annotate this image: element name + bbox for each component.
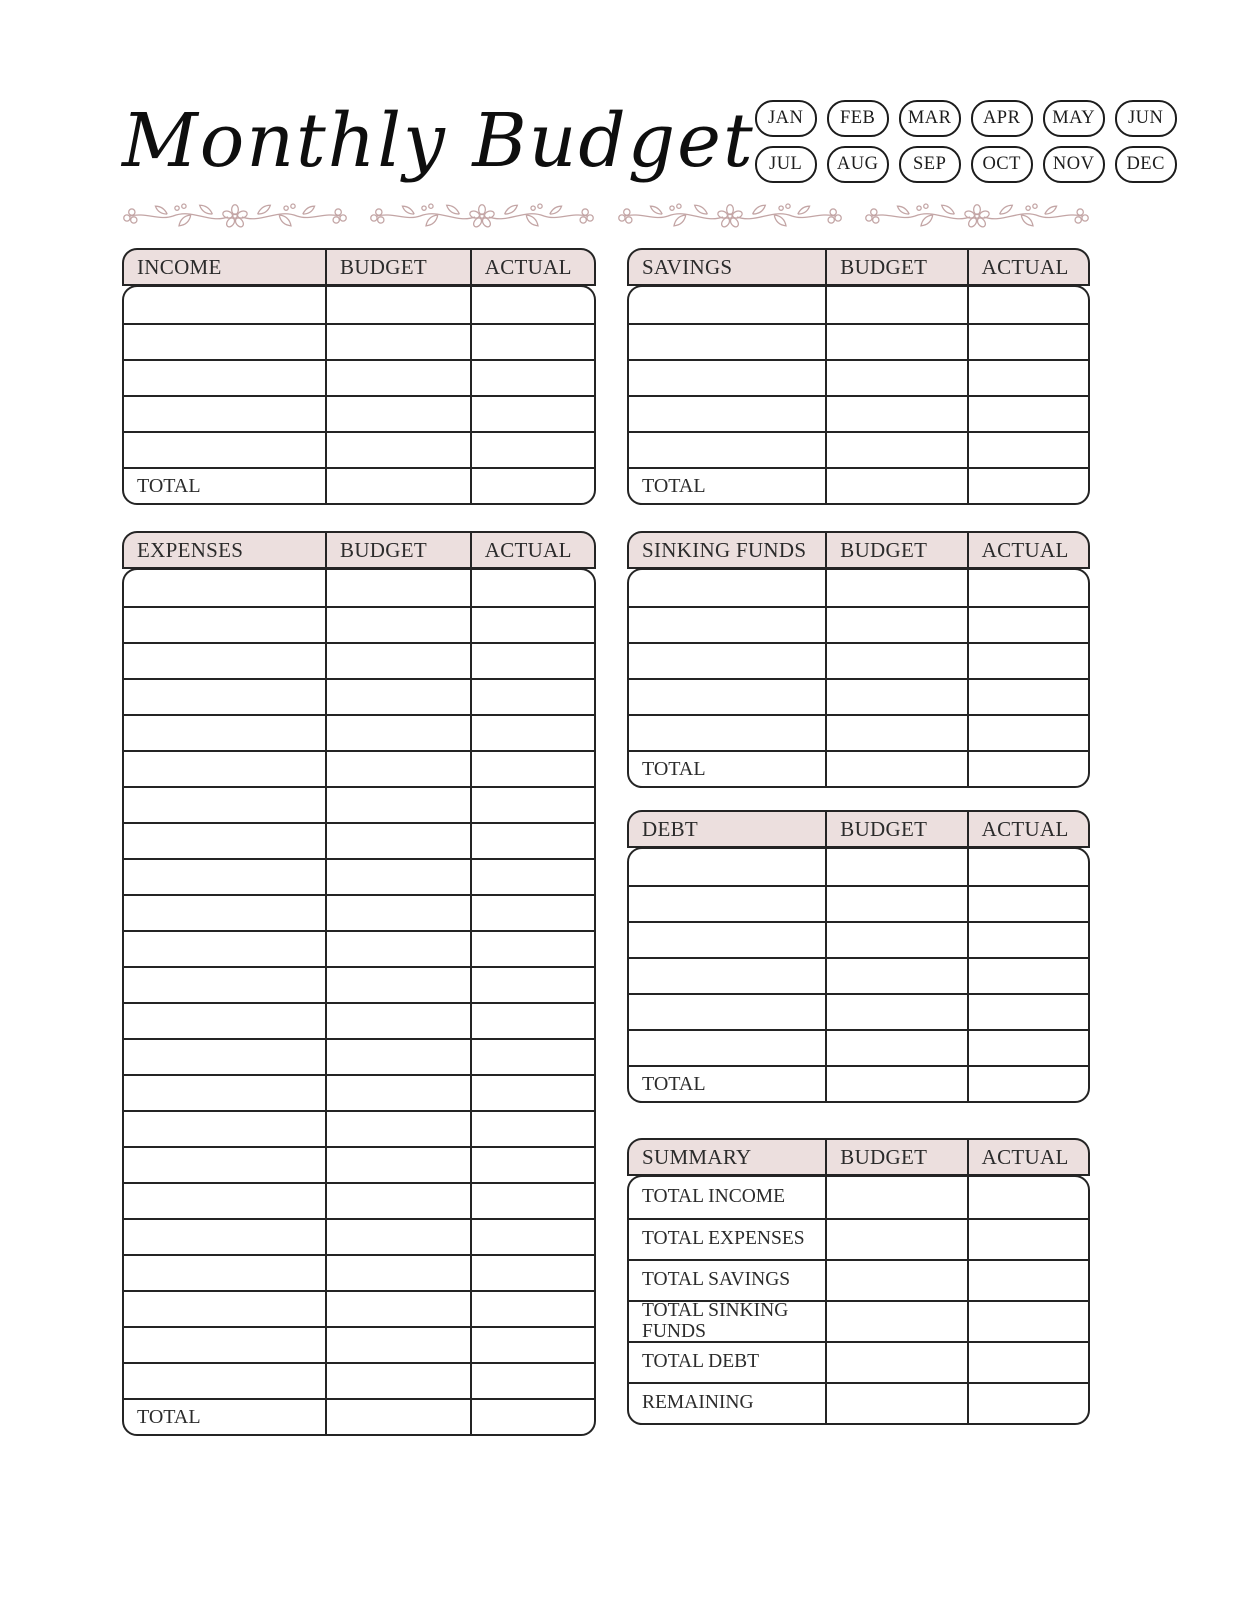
table-row <box>629 359 1088 395</box>
budget-input-cell[interactable] <box>327 1148 472 1182</box>
floral-sprig-icon <box>617 200 843 234</box>
budget-input-cell[interactable] <box>327 1040 472 1074</box>
actual-input-cell[interactable] <box>472 644 594 678</box>
table-row <box>629 849 1088 885</box>
table-row <box>124 1182 594 1218</box>
actual-column-header: ACTUAL <box>981 254 1069 279</box>
month-pill-feb[interactable]: FEB <box>827 100 889 137</box>
table-row <box>124 1038 594 1074</box>
name-input-cell[interactable] <box>124 1220 327 1254</box>
actual-column-header: ACTUAL <box>981 816 1069 841</box>
name-input-cell[interactable] <box>124 1112 327 1146</box>
table-row <box>629 1341 1088 1382</box>
budget-input-cell[interactable] <box>327 968 472 1002</box>
budget-input-cell[interactable] <box>827 1302 968 1341</box>
total-label-cell: TOTAL <box>629 752 827 786</box>
budget-total-input-cell[interactable] <box>827 752 968 786</box>
table-row <box>124 1110 594 1146</box>
name-input-cell[interactable] <box>124 1184 327 1218</box>
budget-input-cell[interactable] <box>827 325 968 359</box>
budget-total-input-cell[interactable] <box>327 1400 472 1434</box>
name-input-cell[interactable] <box>124 1292 327 1326</box>
actual-input-cell[interactable] <box>969 397 1088 431</box>
actual-column-header: ACTUAL <box>981 1144 1069 1169</box>
budget-input-cell[interactable] <box>827 995 968 1029</box>
floral-sprig-icon <box>369 200 595 234</box>
budget-input-cell[interactable] <box>827 1177 968 1218</box>
actual-input-cell[interactable] <box>472 397 594 431</box>
name-input-cell[interactable] <box>124 860 327 894</box>
budget-column-header: BUDGET <box>827 812 968 846</box>
table-row <box>629 1218 1088 1259</box>
budget-input-cell[interactable] <box>827 887 968 921</box>
name-input-cell[interactable] <box>124 788 327 822</box>
budget-input-cell[interactable] <box>327 570 472 606</box>
name-input-cell[interactable] <box>124 361 327 395</box>
budget-input-cell[interactable] <box>327 1292 472 1326</box>
name-input-cell[interactable] <box>124 1364 327 1398</box>
table-header-row <box>627 1138 1090 1176</box>
floral-sprig-icon <box>122 200 348 234</box>
budget-input-cell[interactable] <box>327 1256 472 1290</box>
table-body <box>122 568 596 1436</box>
budget-input-cell[interactable] <box>327 860 472 894</box>
table-body <box>627 847 1090 1103</box>
name-input-cell[interactable] <box>124 680 327 714</box>
budget-input-cell[interactable] <box>827 644 968 678</box>
row-label-cell: TOTAL DEBT <box>629 1343 827 1382</box>
budget-input-cell[interactable] <box>827 570 968 606</box>
budget-input-cell[interactable] <box>327 397 472 431</box>
budget-input-cell[interactable] <box>327 608 472 642</box>
month-pill-aug[interactable]: AUG <box>827 146 889 183</box>
budget-input-cell[interactable] <box>827 361 968 395</box>
actual-input-cell[interactable] <box>472 788 594 822</box>
table-body <box>627 568 1090 788</box>
name-input-cell[interactable] <box>629 923 827 957</box>
actual-input-cell[interactable] <box>969 325 1088 359</box>
actual-input-cell[interactable] <box>472 1004 594 1038</box>
actual-total-input-cell[interactable] <box>969 752 1088 786</box>
table-body <box>122 285 596 505</box>
table-row <box>124 395 594 431</box>
table-row <box>629 642 1088 678</box>
budget-input-cell[interactable] <box>327 680 472 714</box>
name-input-cell[interactable] <box>124 824 327 858</box>
actual-input-cell[interactable] <box>472 1112 594 1146</box>
table-row <box>629 957 1088 993</box>
total-row <box>124 1398 594 1434</box>
table-row <box>629 323 1088 359</box>
table-row <box>629 606 1088 642</box>
actual-input-cell[interactable] <box>969 361 1088 395</box>
actual-total-input-cell[interactable] <box>969 469 1088 503</box>
table-row <box>124 1290 594 1326</box>
table-row <box>629 1029 1088 1065</box>
table-row <box>629 993 1088 1029</box>
actual-input-cell[interactable] <box>969 287 1088 323</box>
actual-input-cell[interactable] <box>472 824 594 858</box>
table-row <box>124 1326 594 1362</box>
actual-input-cell[interactable] <box>969 608 1088 642</box>
actual-input-cell[interactable] <box>969 1177 1088 1218</box>
budget-input-cell[interactable] <box>827 849 968 885</box>
table-row <box>629 570 1088 606</box>
table-row <box>629 921 1088 957</box>
table-row <box>124 570 594 606</box>
budget-column-header: BUDGET <box>827 1140 968 1174</box>
actual-input-cell[interactable] <box>472 570 594 606</box>
actual-input-cell[interactable] <box>969 1220 1088 1259</box>
actual-input-cell[interactable] <box>472 860 594 894</box>
table-row <box>629 714 1088 750</box>
actual-input-cell[interactable] <box>472 1220 594 1254</box>
name-input-cell[interactable] <box>124 570 327 606</box>
table-row <box>124 858 594 894</box>
page-header <box>122 0 1165 184</box>
table-row <box>124 431 594 467</box>
budget-input-cell[interactable] <box>827 397 968 431</box>
budget-input-cell[interactable] <box>327 325 472 359</box>
name-input-cell[interactable] <box>629 433 827 467</box>
row-label-cell: TOTAL SINKING FUNDS <box>629 1302 827 1341</box>
table-row <box>629 885 1088 921</box>
name-input-cell[interactable] <box>629 644 827 678</box>
budget-column-header: BUDGET <box>327 250 472 284</box>
table-row <box>124 1002 594 1038</box>
budget-input-cell[interactable] <box>827 1343 968 1382</box>
table-row <box>124 786 594 822</box>
budget-input-cell[interactable] <box>827 959 968 993</box>
name-input-cell[interactable] <box>124 896 327 930</box>
month-pill-jul[interactable]: JUL <box>755 146 817 183</box>
actual-input-cell[interactable] <box>969 995 1088 1029</box>
budget-input-cell[interactable] <box>827 608 968 642</box>
actual-input-cell[interactable] <box>472 896 594 930</box>
table-title-cell: SINKING FUNDS <box>629 533 827 567</box>
name-input-cell[interactable] <box>124 1040 327 1074</box>
actual-input-cell[interactable] <box>472 1256 594 1290</box>
actual-input-cell[interactable] <box>969 1302 1088 1341</box>
table-header-row <box>627 248 1090 286</box>
total-label-cell: TOTAL <box>124 469 327 503</box>
table-row <box>124 287 594 323</box>
name-input-cell[interactable] <box>124 1256 327 1290</box>
debt-table <box>627 810 1090 1103</box>
table-header-row <box>122 531 596 569</box>
table-row <box>124 1146 594 1182</box>
table-row <box>124 678 594 714</box>
actual-input-cell[interactable] <box>472 1184 594 1218</box>
table-title-cell: EXPENSES <box>124 533 327 567</box>
table-row <box>629 287 1088 323</box>
budget-input-cell[interactable] <box>327 1184 472 1218</box>
left-column <box>122 248 596 1436</box>
actual-total-input-cell[interactable] <box>472 1400 594 1434</box>
table-row <box>124 714 594 750</box>
table-row <box>629 1177 1088 1218</box>
actual-input-cell[interactable] <box>472 1292 594 1326</box>
name-input-cell[interactable] <box>124 644 327 678</box>
budget-input-cell[interactable] <box>827 1031 968 1065</box>
total-label-cell: TOTAL <box>629 1067 827 1101</box>
month-pill-jan[interactable]: JAN <box>755 100 817 137</box>
month-pill-oct[interactable]: OCT <box>971 146 1033 183</box>
name-input-cell[interactable] <box>124 968 327 1002</box>
table-title-cell: SUMMARY <box>629 1140 827 1174</box>
actual-input-cell[interactable] <box>969 1261 1088 1300</box>
table-row <box>124 1218 594 1254</box>
month-selector <box>755 100 1177 183</box>
table-row <box>629 1259 1088 1300</box>
sinking-funds-table <box>627 531 1090 788</box>
name-input-cell[interactable] <box>124 932 327 966</box>
month-pill-sep[interactable]: SEP <box>899 146 961 183</box>
name-input-cell[interactable] <box>124 752 327 786</box>
table-row <box>124 930 594 966</box>
budget-input-cell[interactable] <box>327 1112 472 1146</box>
budget-input-cell[interactable] <box>827 1220 968 1259</box>
month-pill-nov[interactable]: NOV <box>1043 146 1105 183</box>
name-input-cell[interactable] <box>124 608 327 642</box>
budget-input-cell[interactable] <box>827 1384 968 1423</box>
total-row <box>629 467 1088 503</box>
table-body <box>627 285 1090 505</box>
name-input-cell[interactable] <box>124 1148 327 1182</box>
page-title: Monthly Budget <box>122 97 755 184</box>
table-row <box>124 1254 594 1290</box>
actual-total-input-cell[interactable] <box>969 1067 1088 1101</box>
right-column <box>627 248 1090 1425</box>
budget-total-input-cell[interactable] <box>827 469 968 503</box>
floral-sprig-icon <box>864 200 1090 234</box>
row-label-cell: TOTAL EXPENSES <box>629 1220 827 1259</box>
name-input-cell[interactable] <box>124 397 327 431</box>
month-pill-dec[interactable]: DEC <box>1115 146 1177 183</box>
actual-input-cell[interactable] <box>472 932 594 966</box>
budget-total-input-cell[interactable] <box>327 469 472 503</box>
table-title-cell: INCOME <box>124 250 327 284</box>
main-columns <box>122 248 1090 1436</box>
actual-input-cell[interactable] <box>969 959 1088 993</box>
table-row <box>124 966 594 1002</box>
name-input-cell[interactable] <box>629 995 827 1029</box>
budget-input-cell[interactable] <box>327 287 472 323</box>
budget-input-cell[interactable] <box>827 680 968 714</box>
name-input-cell[interactable] <box>629 361 827 395</box>
actual-input-cell[interactable] <box>969 680 1088 714</box>
name-input-cell[interactable] <box>629 1031 827 1065</box>
income-table <box>122 248 596 505</box>
actual-input-cell[interactable] <box>969 1343 1088 1382</box>
budget-input-cell[interactable] <box>327 433 472 467</box>
table-row <box>124 894 594 930</box>
actual-input-cell[interactable] <box>472 608 594 642</box>
name-input-cell[interactable] <box>629 680 827 714</box>
table-row <box>629 1382 1088 1423</box>
table-row <box>124 1074 594 1110</box>
budget-input-cell[interactable] <box>327 1328 472 1362</box>
table-header-row <box>122 248 596 286</box>
name-input-cell[interactable] <box>629 570 827 606</box>
table-title-cell: DEBT <box>629 812 827 846</box>
name-input-cell[interactable] <box>629 397 827 431</box>
actual-input-cell[interactable] <box>472 1148 594 1182</box>
budget-total-input-cell[interactable] <box>827 1067 968 1101</box>
actual-input-cell[interactable] <box>969 887 1088 921</box>
name-input-cell[interactable] <box>124 1328 327 1362</box>
table-row <box>629 395 1088 431</box>
table-row <box>124 1362 594 1398</box>
row-label-cell: TOTAL INCOME <box>629 1177 827 1218</box>
table-row <box>629 678 1088 714</box>
name-input-cell[interactable] <box>629 887 827 921</box>
actual-column-header: ACTUAL <box>484 537 572 562</box>
month-pill-apr[interactable]: APR <box>971 100 1033 137</box>
budget-input-cell[interactable] <box>827 923 968 957</box>
name-input-cell[interactable] <box>124 287 327 323</box>
table-row <box>124 642 594 678</box>
table-row <box>124 822 594 858</box>
actual-input-cell[interactable] <box>472 1328 594 1362</box>
actual-input-cell[interactable] <box>472 680 594 714</box>
actual-input-cell[interactable] <box>472 287 594 323</box>
budget-input-cell[interactable] <box>327 752 472 786</box>
table-row <box>629 431 1088 467</box>
budget-input-cell[interactable] <box>327 1076 472 1110</box>
floral-divider <box>122 199 1090 235</box>
actual-input-cell[interactable] <box>969 433 1088 467</box>
actual-input-cell[interactable] <box>472 1076 594 1110</box>
actual-input-cell[interactable] <box>472 716 594 750</box>
budget-input-cell[interactable] <box>327 716 472 750</box>
actual-input-cell[interactable] <box>472 1364 594 1398</box>
budget-input-cell[interactable] <box>327 361 472 395</box>
name-input-cell[interactable] <box>629 716 827 750</box>
budget-input-cell[interactable] <box>327 932 472 966</box>
total-label-cell: TOTAL <box>124 1400 327 1434</box>
name-input-cell[interactable] <box>124 1076 327 1110</box>
budget-input-cell[interactable] <box>327 1364 472 1398</box>
name-input-cell[interactable] <box>629 608 827 642</box>
expenses-table <box>122 531 596 1436</box>
budget-input-cell[interactable] <box>827 433 968 467</box>
table-header-row <box>627 531 1090 569</box>
name-input-cell[interactable] <box>629 959 827 993</box>
month-pill-mar[interactable]: MAR <box>899 100 961 137</box>
month-pill-jun[interactable]: JUN <box>1115 100 1177 137</box>
table-row <box>124 359 594 395</box>
budget-input-cell[interactable] <box>827 716 968 750</box>
name-input-cell[interactable] <box>629 849 827 885</box>
actual-total-input-cell[interactable] <box>472 469 594 503</box>
name-input-cell[interactable] <box>124 1004 327 1038</box>
row-label-cell: TOTAL SAVINGS <box>629 1261 827 1300</box>
summary-table <box>627 1138 1090 1425</box>
budget-input-cell[interactable] <box>327 1004 472 1038</box>
actual-input-cell[interactable] <box>969 644 1088 678</box>
savings-table <box>627 248 1090 505</box>
budget-input-cell[interactable] <box>827 287 968 323</box>
name-input-cell[interactable] <box>124 716 327 750</box>
month-pill-may[interactable]: MAY <box>1043 100 1105 137</box>
total-label-cell: TOTAL <box>629 469 827 503</box>
total-row <box>629 750 1088 786</box>
table-row <box>629 1300 1088 1341</box>
budget-column-header: BUDGET <box>827 250 968 284</box>
name-input-cell[interactable] <box>124 325 327 359</box>
budget-input-cell[interactable] <box>327 896 472 930</box>
table-row <box>124 750 594 786</box>
actual-input-cell[interactable] <box>472 325 594 359</box>
actual-input-cell[interactable] <box>472 752 594 786</box>
actual-input-cell[interactable] <box>969 923 1088 957</box>
budget-input-cell[interactable] <box>827 1261 968 1300</box>
actual-column-header: ACTUAL <box>484 254 572 279</box>
budget-input-cell[interactable] <box>327 824 472 858</box>
actual-input-cell[interactable] <box>472 361 594 395</box>
actual-input-cell[interactable] <box>969 1031 1088 1065</box>
budget-input-cell[interactable] <box>327 1220 472 1254</box>
actual-input-cell[interactable] <box>472 968 594 1002</box>
total-row <box>629 1065 1088 1101</box>
table-body <box>627 1175 1090 1425</box>
table-header-row <box>627 810 1090 848</box>
budget-input-cell[interactable] <box>327 644 472 678</box>
actual-input-cell[interactable] <box>969 570 1088 606</box>
actual-input-cell[interactable] <box>969 849 1088 885</box>
budget-column-header: BUDGET <box>827 533 968 567</box>
actual-input-cell[interactable] <box>969 1384 1088 1423</box>
row-label-cell: REMAINING <box>629 1384 827 1423</box>
actual-input-cell[interactable] <box>472 1040 594 1074</box>
actual-column-header: ACTUAL <box>981 537 1069 562</box>
name-input-cell[interactable] <box>124 433 327 467</box>
actual-input-cell[interactable] <box>969 716 1088 750</box>
name-input-cell[interactable] <box>629 287 827 323</box>
budget-column-header: BUDGET <box>327 533 472 567</box>
table-title-cell: SAVINGS <box>629 250 827 284</box>
actual-input-cell[interactable] <box>472 433 594 467</box>
total-row <box>124 467 594 503</box>
budget-input-cell[interactable] <box>327 788 472 822</box>
table-row <box>124 323 594 359</box>
name-input-cell[interactable] <box>629 325 827 359</box>
table-row <box>124 606 594 642</box>
